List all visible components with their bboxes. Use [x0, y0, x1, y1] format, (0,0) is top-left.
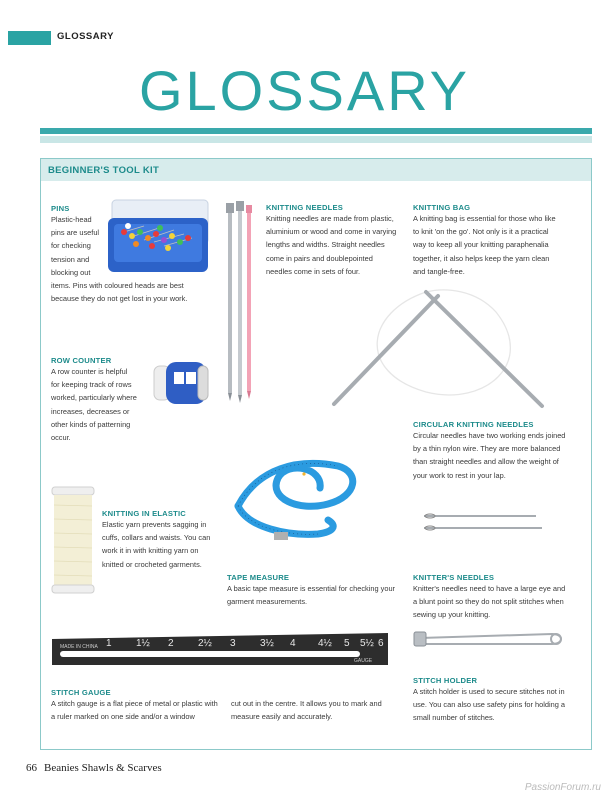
- knitting-bag-text: A knitting bag is essential for those who like to knit 'on the go'. Not only is it a practical way to keep all your knitting paraphenalia together, it also helps keep the yarn clean and tangle-free.: [413, 214, 556, 276]
- stitch-gauge-text-right: cut out in the centre. It allows you to mark and measure easily and accurately.: [231, 699, 382, 722]
- gauge-num-2: 2: [168, 638, 174, 649]
- circular-needles-text: Circular needles have two working ends joined by a thin nylon wire. They are more balanced than straight needles and allow the weight of your work to rest in your lap.: [413, 431, 566, 480]
- stitch-gauge-heading: STITCH GAUGE: [51, 688, 111, 697]
- elastic-spool-illustration: [50, 485, 96, 597]
- gauge-brand-label: GAUGE: [354, 658, 373, 664]
- gauge-num-4: 4: [290, 638, 296, 649]
- knitters-needles-illustration: [418, 510, 548, 536]
- gauge-origin-label: MADE IN CHINA: [60, 644, 98, 650]
- watermark: PassionForum.ru: [524, 782, 601, 793]
- title-rule-light: [40, 136, 592, 143]
- row-counter-text: A row counter is helpful for keeping track of rows worked, particularly where increases, decreases or other kinds of patterning occur.: [51, 367, 137, 443]
- tape-measure-heading: TAPE MEASURE: [227, 573, 290, 582]
- knitting-elastic-heading: KNITTING IN ELASTIC: [102, 509, 186, 518]
- page-number: 66: [26, 762, 37, 774]
- panel-title: BEGINNER'S TOOL KIT: [48, 165, 160, 176]
- gauge-num-3-5: 3½: [260, 638, 274, 649]
- straight-needles-illustration: [222, 197, 262, 405]
- gauge-num-2-5: 2½: [198, 638, 212, 649]
- circular-needles-illustration: [326, 282, 552, 414]
- panel-header: [41, 159, 591, 181]
- gauge-num-3: 3: [230, 638, 236, 649]
- gauge-num-5-5: 5½: [360, 638, 374, 649]
- gauge-num-5: 5: [344, 638, 350, 649]
- circular-needles-heading: CIRCULAR KNITTING NEEDLES: [413, 420, 534, 429]
- stitch-holder-text: A stitch holder is used to secure stitches not in use. You can also use safety pins for holding a small number of stitches.: [413, 687, 566, 723]
- knitting-bag-heading: KNITTING BAG: [413, 203, 471, 212]
- gauge-num-6: 6: [378, 638, 384, 649]
- tape-measure-illustration: [228, 448, 368, 548]
- page-title: GLOSSARY: [138, 59, 471, 122]
- row-counter-illustration: [148, 358, 214, 408]
- gauge-num-1-5: 1½: [136, 638, 150, 649]
- stitch-holder-heading: STITCH HOLDER: [413, 676, 478, 685]
- stitch-holder-illustration: [412, 626, 568, 650]
- pins-heading: PINS: [51, 204, 70, 213]
- knitters-needles-heading: KNITTER'S NEEDLES: [413, 573, 495, 582]
- knitters-needles-text: Knitter's needles need to have a large eye and a blunt point so they do not split stitches when sewing up your knitting.: [413, 584, 566, 620]
- gauge-num-1: 1: [106, 638, 112, 649]
- pins-text: Plastic-head pins are useful for checking tension and blocking out items. Pins with coloured heads are best because they do not get lost in your work.: [51, 215, 188, 304]
- title-rule-dark: [40, 128, 592, 134]
- stitch-gauge-text-left: A stitch gauge is a flat piece of metal or plastic with a ruler marked on one side and/or a window: [51, 699, 218, 722]
- gauge-num-4-5: 4½: [318, 638, 332, 649]
- tape-measure-text: A basic tape measure is essential for checking your garment measurements.: [227, 584, 396, 607]
- knitting-elastic-text: Elastic yarn prevents sagging in cuffs, collars and waists. You can work it in with knitting yarn on knitted or crocheted garments.: [102, 520, 211, 569]
- section-tab-marker: [8, 31, 51, 45]
- knitting-needles-heading: KNITTING NEEDLES: [266, 203, 344, 212]
- row-counter-heading: ROW COUNTER: [51, 356, 112, 365]
- pin-box-illustration: [104, 196, 216, 278]
- section-tab-label: GLOSSARY: [57, 31, 114, 42]
- magazine-title: Beanies Shawls & Scarves: [44, 762, 162, 774]
- knitting-needles-text: Knitting needles are made from plastic, aluminium or wood and come in varying lengths and widths. Straight needles come in pairs and doublepointed needles come in sets of four.: [266, 214, 397, 276]
- stitch-gauge-illustration: [52, 631, 390, 669]
